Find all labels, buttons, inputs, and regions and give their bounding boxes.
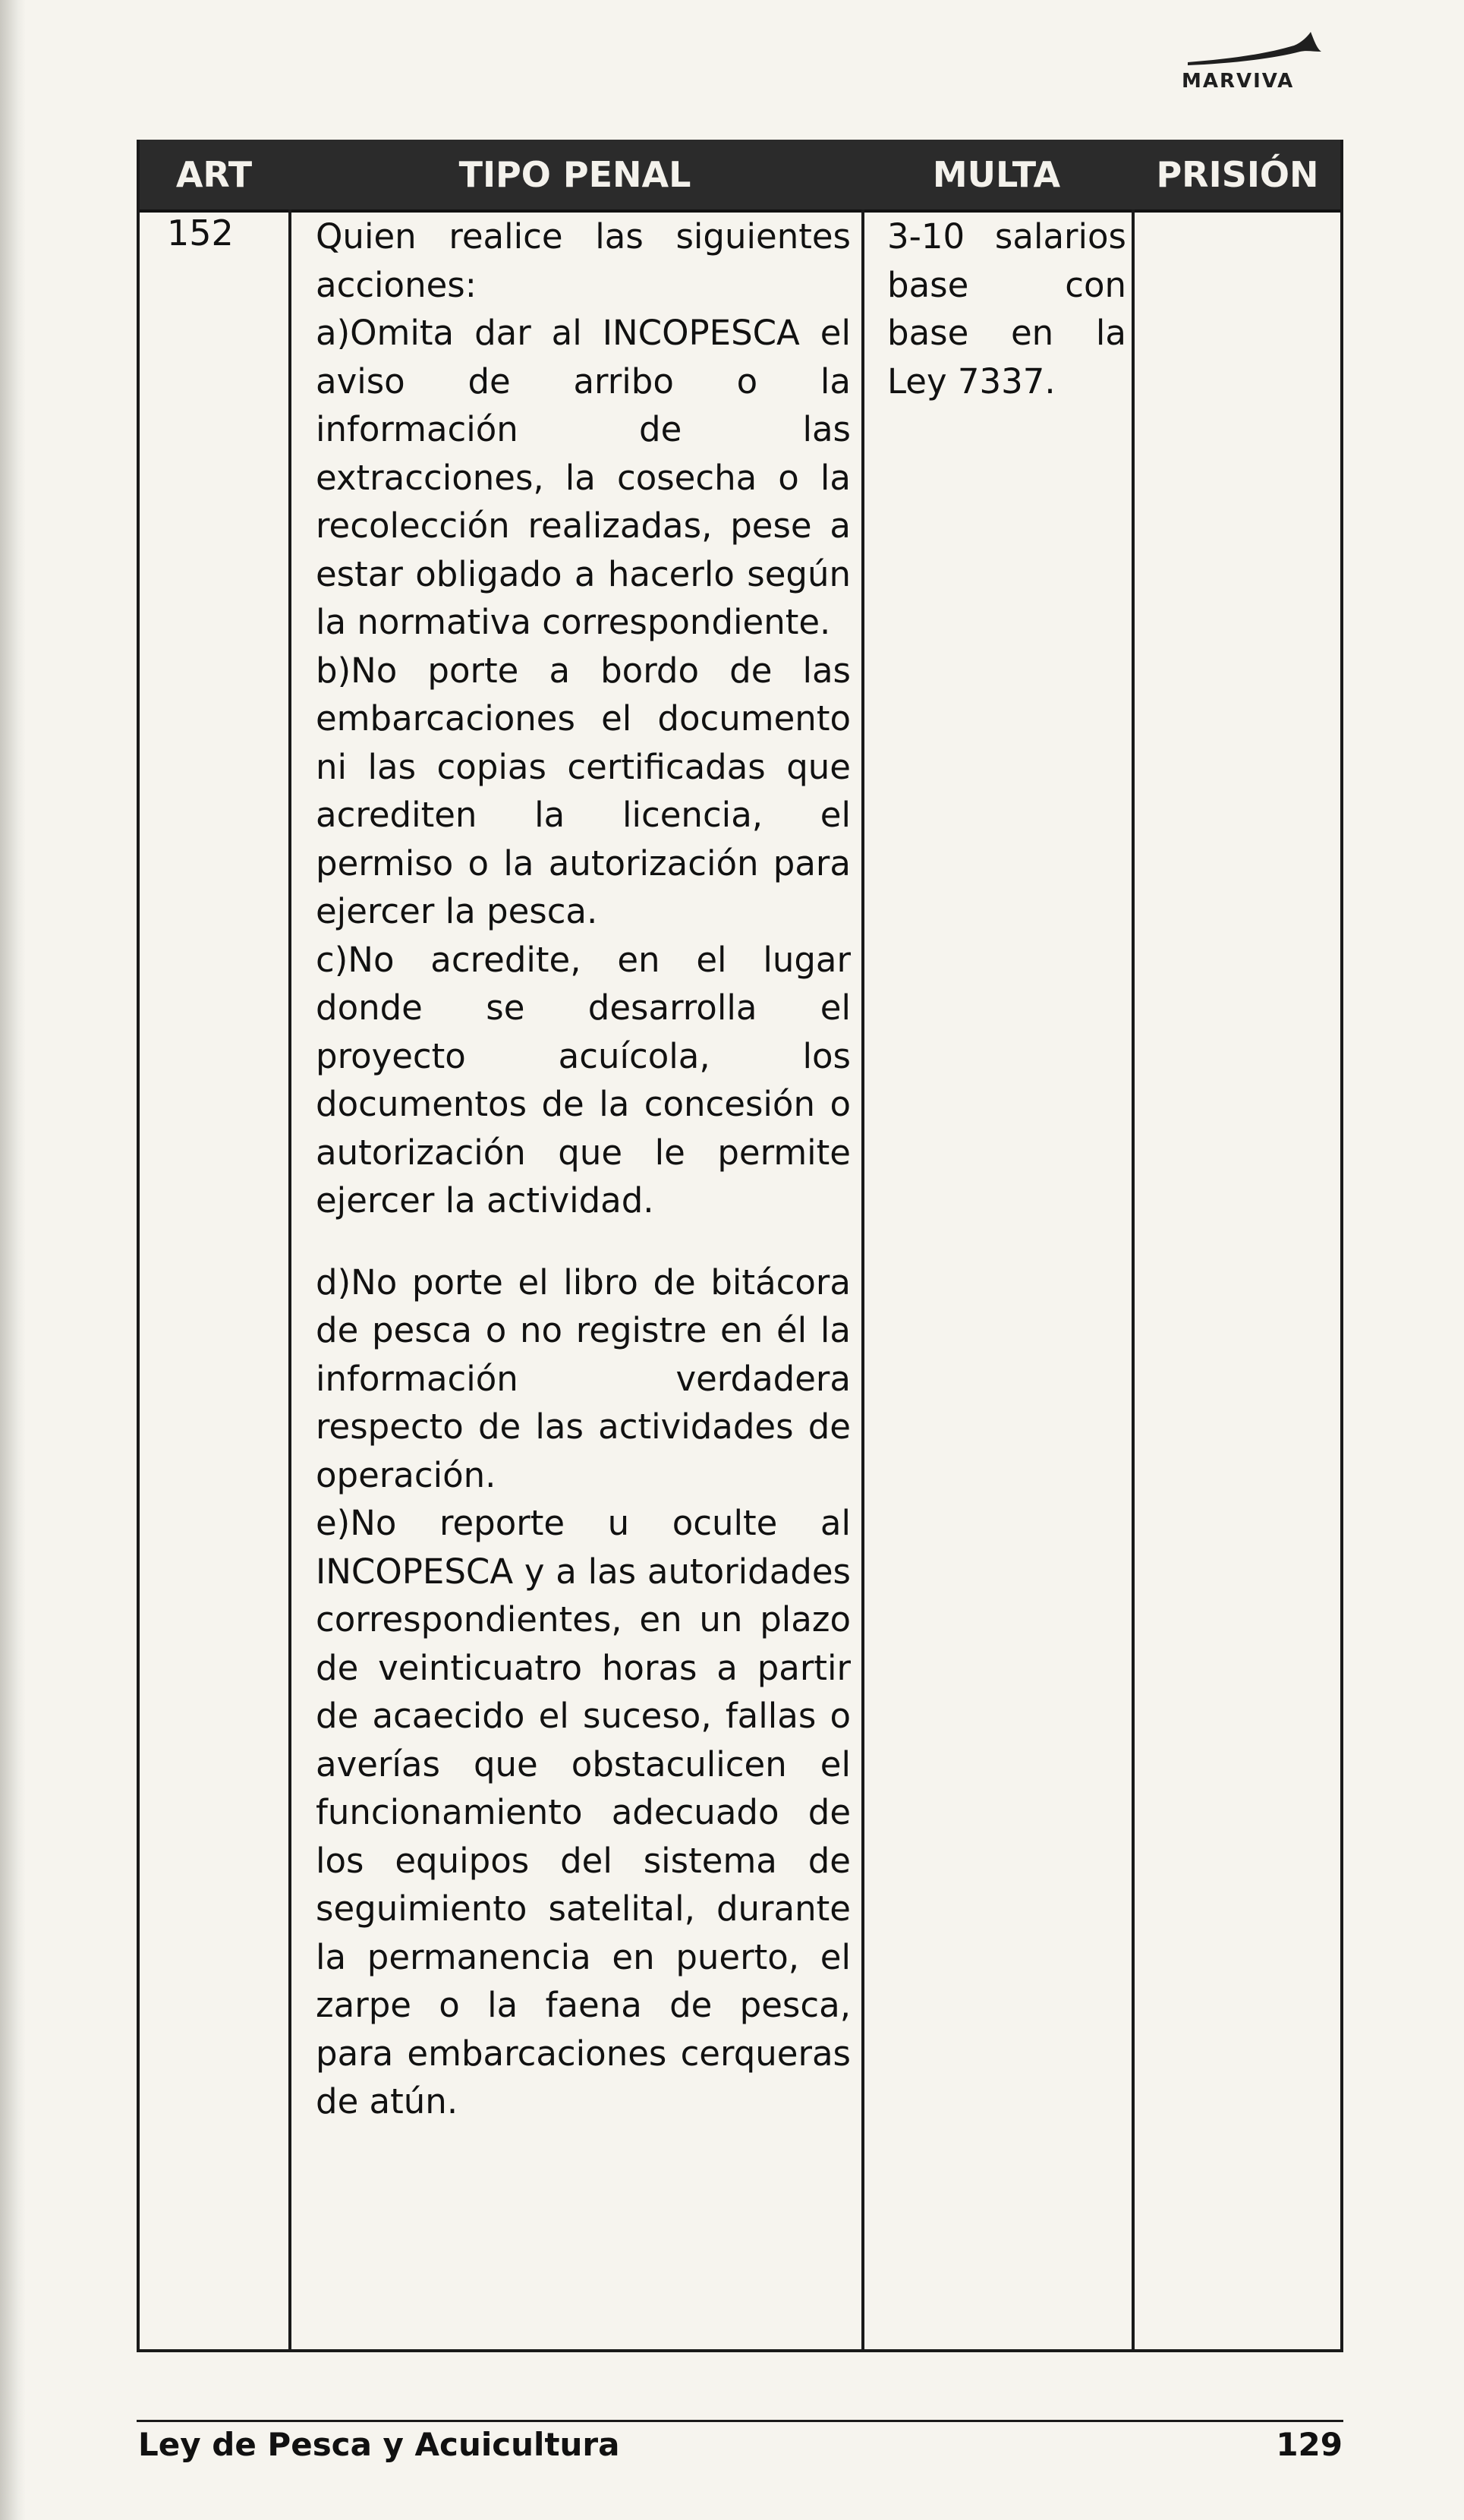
tipo-item-e: e)No reporte u oculte al INCOPESCA y a las autoridades correspondientes, en un plazo de veinticuatro horas a partir de acaecido el suceso, fallas o averías que obstaculicen el funcionamiento adecuado de los equipos del sistema de seguimiento satelital, durante la permanencia en puerto, el zarpe o la faena de pesca, para embarcaciones cerqueras de atún. xyxy=(316,1503,851,2122)
cell-tipo-penal xyxy=(316,213,851,2126)
tipo-item-b: b)No porte a bordo de las embarcaciones el documento ni las copias certificadas que acrediten la licencia, el permiso o la autorización para ejercer la pesca. xyxy=(316,650,851,931)
tipo-item-a: a)Omita dar al INCOPESCA el aviso de arribo o la información de las extracciones, la cosecha o la recolección realizadas, pese a estar obligado a hacerlo según la normativa correspondiente. xyxy=(316,313,851,642)
marviva-logo xyxy=(1180,29,1332,112)
column-divider xyxy=(288,209,291,2349)
tipo-item-c: c)No acredite, en el lugar donde se desarrolla el proyecto acuícola, los documentos de la concesión o autorización que le permite ejercer la actividad. xyxy=(316,939,851,1221)
book-spine-shadow xyxy=(0,0,26,2520)
cell-art: 152 xyxy=(167,213,234,254)
logo-text: MARVIVA xyxy=(1182,70,1295,93)
column-divider xyxy=(1132,209,1135,2349)
footer-rule xyxy=(137,2420,1343,2422)
fish-logo-icon xyxy=(1180,29,1332,74)
tipo-item-d: d)No porte el libro de bitácora de pesca o no registre en él la información verdadera respecto de las actividades de operación. xyxy=(316,1262,851,1495)
page-number: 129 xyxy=(1276,2426,1343,2463)
header-prision: PRISIÓN xyxy=(1156,154,1319,195)
penalty-table xyxy=(137,140,1343,2352)
cell-multa: 3-10 salarios base con base en la Ley 7337. xyxy=(887,216,1126,402)
header-tipo-penal: TIPO PENAL xyxy=(458,154,691,195)
tipo-intro: Quien realice las siguientes acciones: xyxy=(316,216,851,305)
footer-title: Ley de Pesca y Acuicultura xyxy=(138,2426,620,2463)
header-art: ART xyxy=(175,154,253,195)
column-divider xyxy=(861,209,864,2349)
header-multa: MULTA xyxy=(932,154,1061,195)
table-header xyxy=(140,140,1340,213)
